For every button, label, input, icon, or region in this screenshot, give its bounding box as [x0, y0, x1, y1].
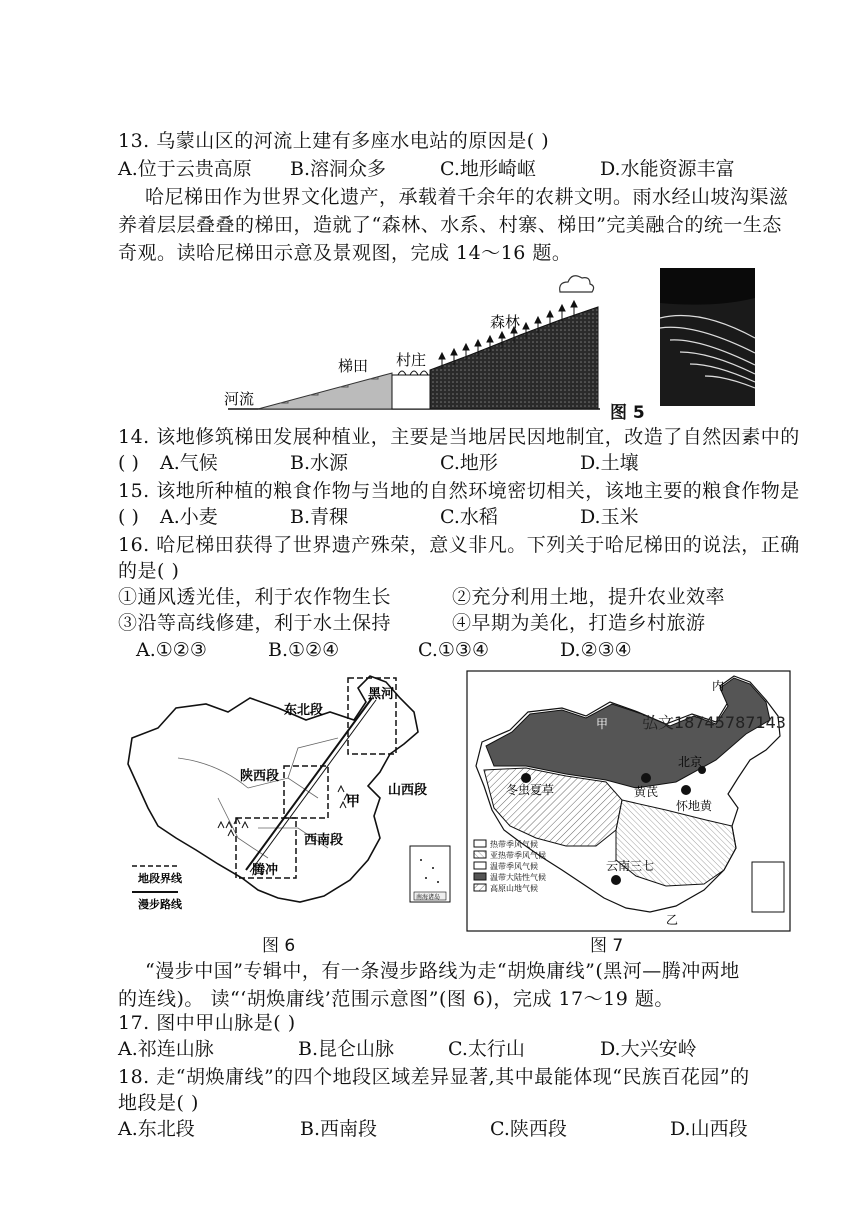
- q13-option-a[interactable]: A.位于云贵高原: [118, 158, 252, 180]
- q16-stem-line1: 16. 哈尼梯田获得了世界遗产殊荣，意义非凡。下列关于哈尼梯田的说法，正确: [118, 534, 800, 556]
- fig6-map: [118, 668, 458, 930]
- fig7-label-huangqi: 黄芪: [634, 785, 659, 799]
- q18-option-d[interactable]: D.山西段: [670, 1118, 748, 1140]
- q17-option-a[interactable]: A.祁连山脉: [118, 1038, 214, 1060]
- fig5-terrace-photo: [660, 268, 755, 406]
- fig7-label-cordyceps: 冬虫夏草: [506, 783, 555, 797]
- q16-statement-4: ④早期为美化，打造乡村旅游: [452, 612, 706, 634]
- fig6-caption: 图 6: [262, 936, 296, 956]
- fig5-label-river: 河流: [224, 390, 255, 408]
- q15-option-c[interactable]: C.水稻: [440, 506, 498, 528]
- q14-options: [118, 450, 818, 476]
- cloud-icon: [560, 276, 594, 292]
- legend-temperate-monsoon: 温带季风气候: [490, 862, 538, 871]
- q16-option-c[interactable]: C.①③④: [418, 639, 489, 661]
- fig7-label-huaidihuang: 怀地黄: [676, 799, 713, 813]
- fig6-label-northeast: 东北段: [284, 703, 324, 718]
- intro2-line1: “漫步中国”专辑中，有一条漫步路线为走“胡焕庸线”(黑河—腾冲两地: [145, 960, 740, 982]
- fig6-inset-label: 南海诸岛: [416, 894, 441, 901]
- q14-option-c[interactable]: C.地形: [440, 452, 498, 474]
- q13-option-b[interactable]: B.溶洞众多: [290, 158, 387, 180]
- q16-statement-2: ②充分利用土地，提升农业效率: [452, 586, 726, 608]
- fig7-label-nei: 内: [712, 679, 725, 693]
- q14-option-b[interactable]: B.水源: [290, 452, 349, 474]
- q16-option-b[interactable]: B.①②④: [268, 639, 340, 661]
- q17-option-b[interactable]: B.昆仑山脉: [298, 1038, 395, 1060]
- q15-options: [118, 504, 818, 530]
- fig7-legend: [474, 839, 546, 893]
- fig7-caption: 图 7: [590, 936, 624, 956]
- q14-bracket: ( ): [118, 452, 139, 474]
- q13-option-c[interactable]: C.地形崎岖: [440, 158, 536, 180]
- q17-stem: 17. 图中甲山脉是( ): [118, 1012, 296, 1034]
- fig5-label-village: 村庄: [396, 351, 427, 369]
- legend-tropical: 热带季风气候: [490, 840, 538, 849]
- q15-option-b[interactable]: B.青稞: [290, 506, 349, 528]
- q18-option-b[interactable]: B.西南段: [300, 1118, 378, 1140]
- dot-huaidihuang: [681, 785, 691, 795]
- dot-huangqi: [641, 773, 651, 783]
- fig7-watermark: 弘文18745787143: [642, 713, 786, 732]
- q13-stem: 13. 乌蒙山区的河流上建有多座水电站的原因是( ): [118, 130, 550, 152]
- q15-option-d[interactable]: D.玉米: [580, 506, 639, 528]
- fig6-label-shaanxi: 陕西段: [240, 769, 280, 784]
- q16-statement-3: ③沿等高线修建，利于水土保持: [118, 612, 392, 634]
- q14-option-d[interactable]: D.土壤: [580, 452, 639, 474]
- q18-stem-line2: 地段是( ): [118, 1092, 199, 1114]
- dot-cordyceps: [521, 773, 531, 783]
- q15-option-a[interactable]: A.小麦: [160, 506, 218, 528]
- q13-option-d[interactable]: D.水能资源丰富: [600, 158, 735, 180]
- q18-option-c[interactable]: C.陕西段: [490, 1118, 567, 1140]
- q13-options: [118, 156, 818, 182]
- fig6-label-tengchong: 腾冲: [252, 863, 279, 878]
- fig6-label-jia: 甲: [346, 794, 360, 810]
- q18-stem-line1: 18. 走“胡焕庸线”的四个地段区域差异显著,其中最能体现“民族百花园”的: [118, 1066, 750, 1088]
- fig6-legend-route: 漫步路线: [138, 898, 182, 911]
- fig7-map: [466, 670, 791, 932]
- intro2-line2: 的连线)。 读“‘胡焕庸线’范围示意图”(图 6)，完成 17～19 题。: [118, 988, 674, 1010]
- fig6-label-shanxi: 山西段: [388, 783, 428, 798]
- q14-option-a[interactable]: A.气候: [160, 452, 218, 474]
- terrace-slope: [258, 373, 392, 409]
- fig7-label-sanqi: 云南三七: [606, 859, 655, 873]
- intro1-line2: 养着层层叠叠的梯田，造就了“森林、水系、村寨、梯田”完美融合的统一生态: [118, 214, 782, 236]
- fig7-label-yi: 乙: [666, 913, 679, 927]
- fig6-label-southwest: 西南段: [304, 833, 344, 848]
- q16-option-d[interactable]: D.②③④: [560, 639, 632, 661]
- fig6-legend-boundary: 地段界线: [138, 872, 182, 885]
- legend-plateau: 高原山地气候: [490, 884, 538, 893]
- fig5-diagram: [220, 265, 605, 415]
- q15-stem: 15. 该地所种植的粮食作物与当地的自然环境密切相关，该地主要的粮食作物是: [118, 480, 800, 502]
- dot-sanqi: [611, 875, 621, 885]
- q17-options: [118, 1036, 818, 1062]
- legend-subtropical: 亚热带季风气候: [490, 851, 546, 860]
- intro1-line3: 奇观。读哈尼梯田示意及景观图，完成 14～16 题。: [118, 242, 572, 264]
- q16-stem-line2: 的是( ): [118, 560, 180, 582]
- q14-stem: 14. 该地修筑梯田发展种植业，主要是当地居民因地制宜，改造了自然因素中的: [118, 426, 800, 448]
- q17-option-d[interactable]: D.大兴安岭: [600, 1038, 697, 1060]
- q18-options: [118, 1116, 818, 1142]
- q15-bracket: ( ): [118, 506, 139, 528]
- q17-option-c[interactable]: C.太行山: [448, 1038, 525, 1060]
- fig7-label-jia: 甲: [596, 717, 609, 731]
- q18-option-a[interactable]: A.东北段: [118, 1118, 195, 1140]
- q16-option-a[interactable]: A.①②③: [136, 639, 207, 661]
- village-block: [392, 375, 430, 409]
- fig5-caption: 图 5: [610, 403, 645, 423]
- legend-temperate-continental: 温带大陆性气候: [490, 873, 546, 882]
- fig5-label-forest: 森林: [490, 313, 521, 331]
- fig7-label-beijing: 北京: [678, 755, 703, 769]
- fig5-label-terrace: 梯田: [338, 357, 369, 375]
- intro1-line1: 哈尼梯田作为世界文化遗产，承载着千余年的农耕文明。雨水经山坡沟渠滋: [145, 186, 789, 208]
- fig6-label-heihe: 黑河: [368, 687, 395, 702]
- q16-statement-1: ①通风透光佳，利于农作物生长: [118, 586, 392, 608]
- q16-options: [136, 637, 736, 663]
